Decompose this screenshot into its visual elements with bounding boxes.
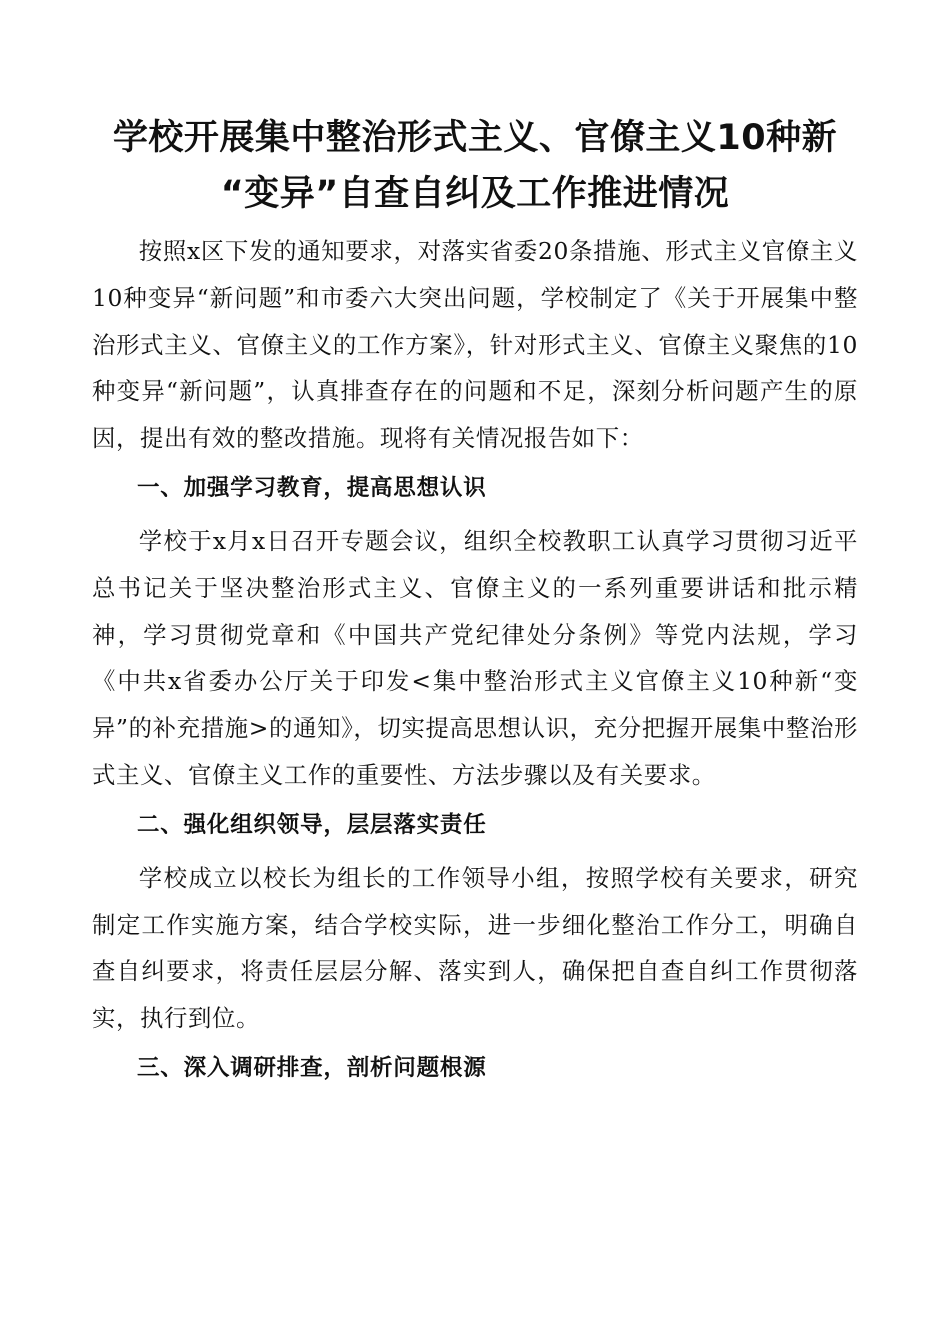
document-body: [92, 228, 858, 1098]
section-2-heading: 二、强化组织领导，层层落实责任: [137, 811, 487, 838]
intro-paragraph: 按照x区下发的通知要求，对落实省委20条措施、形式主义官僚主义10种变异“新问题”和市委六大突出问题，学校制定了《关于开展集中整治形式主义、官僚主义的工作方案》，针对形式主义、官僚主义聚焦的10种变异“新问题”，认真排查存在的问题和不足，深刻分析问题产生的原因，提出有效的整改措施。现将有关情况报告如下：: [92, 237, 858, 453]
section-1-paragraph: 学校于x月x日召开专题会议，组织全校教职工认真学习贯彻习近平总书记关于坚决整治形式主义、官僚主义的一系列重要讲话和批示精神，学习贯彻党章和《中国共产党纪律处分条例》等党内法规，学习《中共x省委办公厅关于印发<集中整治形式主义官僚主义10种新“变异”的补充措施>的通知》，切实提高思想认识，充分把握开展集中整治形式主义、官僚主义工作的重要性、方法步骤以及有关要求。: [92, 526, 858, 789]
section-1-heading: 一、加强学习教育，提高思想认识: [137, 474, 487, 501]
section-3-heading: 三、深入调研排查，剖析问题根源: [137, 1054, 487, 1081]
title-line-1: 学校开展集中整治形式主义、官僚主义10种新: [112, 118, 838, 158]
section-2-paragraph: 学校成立以校长为组长的工作领导小组，按照学校有关要求，研究制定工作实施方案，结合学校实际，进一步细化整治工作分工，明确自查自纠要求，将责任层层分解、落实到人，确保把自查自纠工作贯彻落实，执行到位。: [92, 863, 858, 1033]
title-line-2: “变异”自查自纠及工作推进情况: [220, 174, 730, 214]
document-title: [80, 110, 870, 222]
